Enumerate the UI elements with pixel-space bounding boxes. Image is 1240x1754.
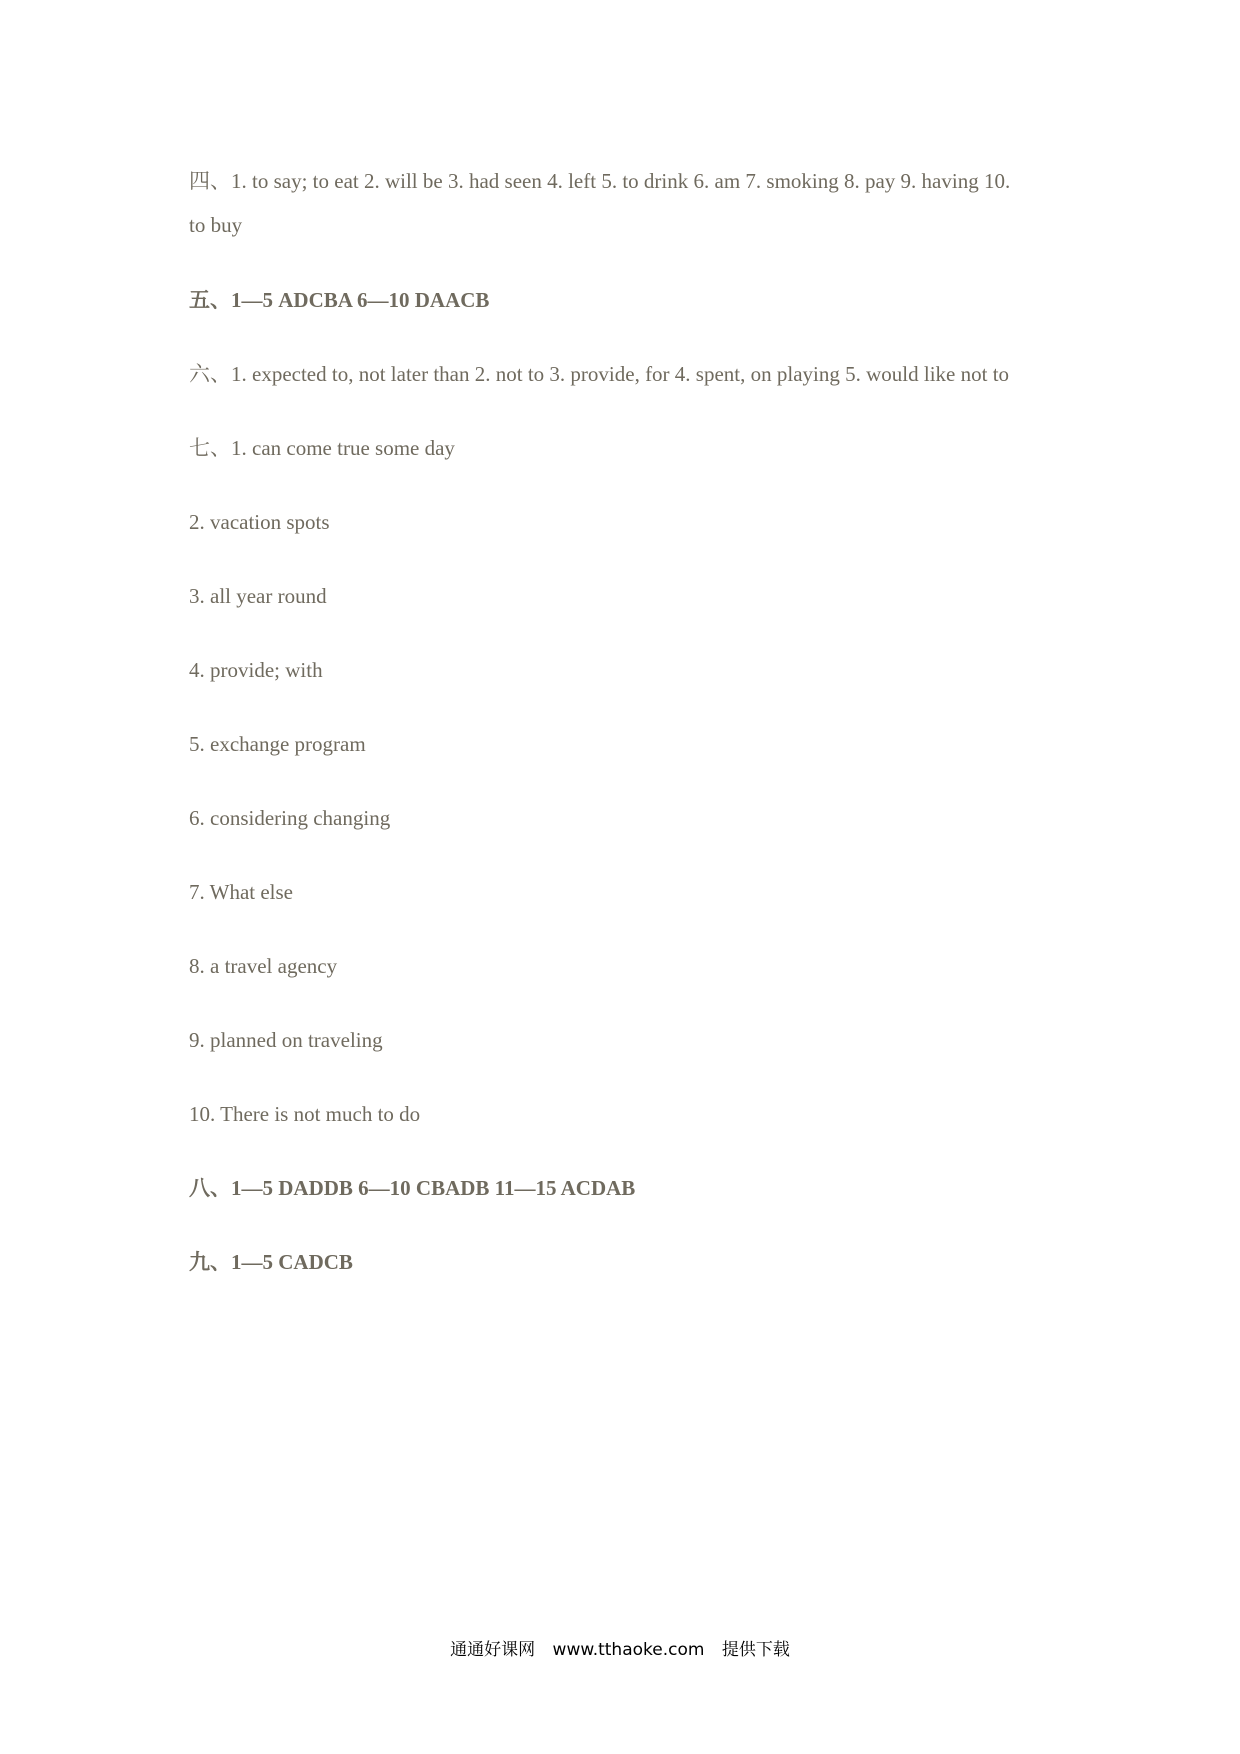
footer-note: 提供下载 bbox=[721, 1640, 790, 1660]
section-7-item-9: 9. planned on traveling bbox=[189, 1028, 383, 1052]
section-7-item-3: 3. all year round bbox=[189, 584, 327, 608]
footer-url[interactable]: www.tthaoke.com bbox=[552, 1640, 705, 1660]
page-footer bbox=[0, 1635, 1240, 1660]
section-7-item-5: 5. exchange program bbox=[189, 732, 366, 756]
section-8-answers: 八、1—5 DADDB 6—10 CBADB 11—15 ACDAB bbox=[189, 1176, 636, 1200]
section-7-item-2: 2. vacation spots bbox=[189, 510, 330, 534]
section-7-item-6: 6. considering changing bbox=[189, 806, 391, 830]
section-7-item-8: 8. a travel agency bbox=[189, 954, 338, 978]
section-7-item-4: 4. provide; with bbox=[189, 658, 323, 682]
footer-site-name: 通通好课网 bbox=[450, 1640, 536, 1660]
section-7-item-1: 七、1. can come true some day bbox=[189, 436, 455, 460]
section-9-answers: 九、1—5 CADCB bbox=[189, 1250, 353, 1274]
section-7-item-10: 10. There is not much to do bbox=[189, 1102, 421, 1126]
section-4-line-2: to buy bbox=[189, 213, 243, 237]
section-7-item-7: 7. What else bbox=[189, 880, 293, 904]
section-5-answers: 五、1—5 ADCBA 6—10 DAACB bbox=[189, 288, 490, 312]
section-6-answers: 六、1. expected to, not later than 2. not to 3. provide, for 4. spent, on playing 5. would like not to bbox=[189, 362, 1010, 386]
section-4-line-1: 四、1. to say; to eat 2. will be 3. had seen 4. left 5. to drink 6. am 7. smoking 8. pay 9. having 10. bbox=[189, 169, 1011, 193]
